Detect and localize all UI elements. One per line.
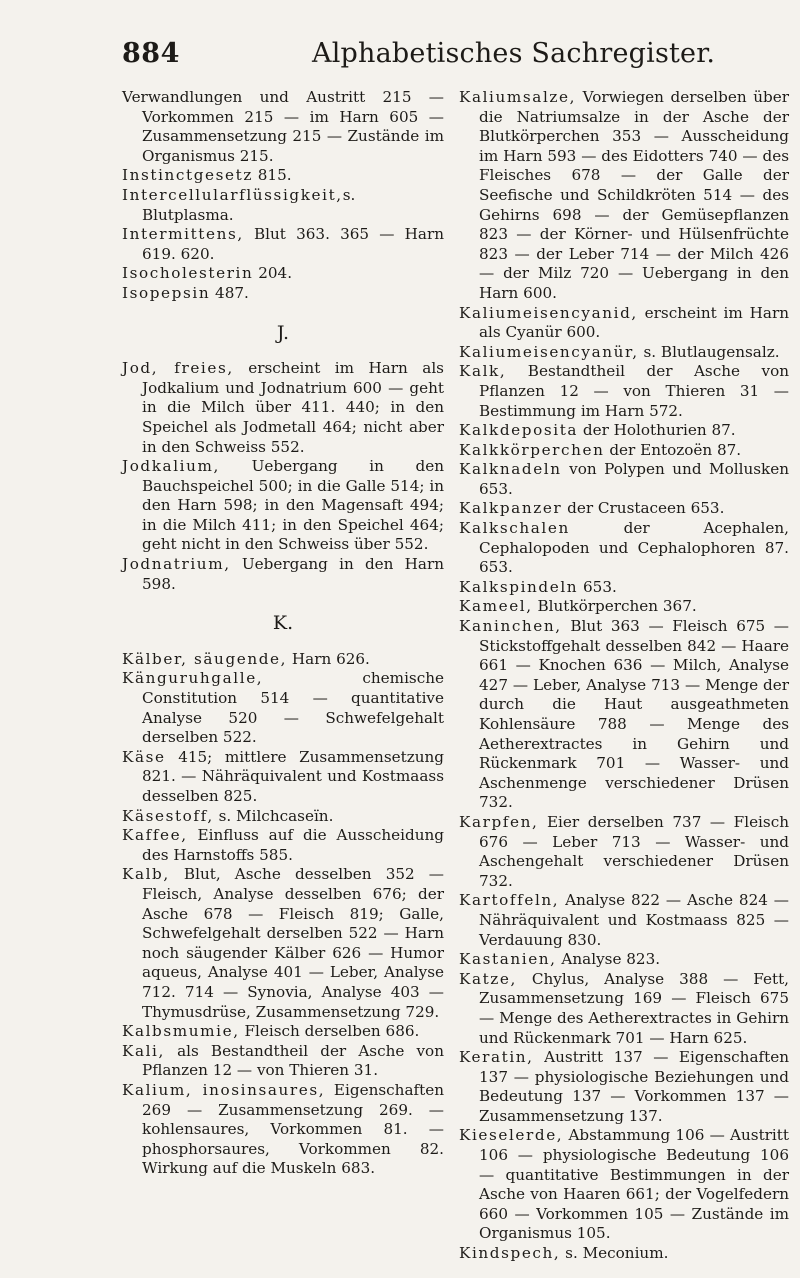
entry-term: Kalkpanzer — [459, 499, 563, 518]
entry-text: der Entozoën 87. — [604, 440, 742, 459]
index-entry — [459, 578, 789, 598]
entry-term: Käsestoff, — [122, 806, 214, 825]
index-entry — [122, 225, 444, 264]
index-entry — [122, 807, 444, 827]
entry-term: Kalbsmumie, — [122, 1022, 240, 1041]
entry-text: Uebergang in den Harn 598. — [142, 555, 444, 593]
index-entry — [459, 891, 789, 950]
index-entry — [122, 748, 444, 807]
index-entry — [122, 264, 444, 284]
entry-text: von Polypen und Mollusken 653. — [479, 460, 789, 498]
entry-term: Jodnatrium, — [122, 555, 231, 574]
entry-term: Katze, — [459, 969, 517, 988]
entry-term: Jod, freies, — [122, 359, 234, 378]
left-column — [122, 88, 444, 1179]
entry-text: Fleisch derselben 686. — [239, 1022, 420, 1041]
entry-text: Verwandlungen und Austritt 215 — Vorkommen 215 — im Harn 605 — Zusammensetzung 215 — Zustände im Organismus 215. — [122, 88, 444, 165]
entry-text: Blut, Asche desselben 352 — Fleisch, Analyse desselben 676; der Asche 678 — Fleisch 819; Galle, Schwefelgehalt derselben 522 — Harn noch säugender Kälber 626 — Humor aqueus, Analyse 401 — Leber, Analyse 712. 714 — Synovia, Analyse 403 — Thymusdrüse, Zusammensetzung 729. — [142, 865, 444, 1021]
entry-term: Kalium, inosinsaures, — [122, 1080, 326, 1099]
running-title: Alphabetisches Sachregister. — [312, 38, 716, 69]
index-entry — [459, 343, 789, 363]
entry-term: Känguruhgalle, — [122, 669, 264, 688]
index-entry — [122, 1081, 444, 1179]
entry-term: Kaninchen, — [459, 617, 562, 636]
index-entry — [459, 950, 789, 970]
entry-text: Eier derselben 737 — Fleisch 676 — Leber 713 — Wasser- und Aschengehalt verschiedener Drüsen 732. — [479, 812, 789, 890]
entry-term: Kaliumeisencyanid, — [459, 303, 638, 322]
entry-text: 653. — [578, 577, 617, 596]
index-entry — [122, 650, 444, 670]
index-entry — [459, 460, 789, 499]
entry-text: Blut 363. 365 — Harn 619. 620. — [142, 225, 444, 263]
entry-term: Isocholesterin — [122, 264, 254, 283]
entry-term: Kalb, — [122, 865, 170, 884]
index-entry — [122, 186, 444, 225]
page-header — [0, 38, 800, 78]
entry-term: Kaliumsalze, — [459, 88, 577, 106]
entry-term: Instinctgesetz — [122, 166, 253, 185]
index-entry — [459, 597, 789, 617]
index-entry — [122, 555, 444, 594]
index-entry — [459, 1244, 789, 1264]
entry-term: Kalkschalen — [459, 519, 570, 538]
index-entry — [122, 826, 444, 865]
index-entry — [459, 499, 789, 519]
entry-text: 415; mittlere Zusammensetzung 821. — Nähräquivalent und Kostmaass desselben 825. — [142, 747, 444, 805]
entry-term: Isopepsin — [122, 283, 211, 302]
entry-text: der Holothurien 87. — [578, 421, 736, 440]
index-entry — [122, 1022, 444, 1042]
entry-term: Intermittens, — [122, 225, 244, 244]
entry-text: 487. — [210, 283, 249, 302]
entry-term: Kalkdeposita — [459, 421, 579, 440]
index-entry — [459, 617, 789, 813]
entry-term: Keratin, — [459, 1048, 534, 1067]
entry-term: Käse — [122, 747, 166, 766]
index-entry — [459, 304, 789, 343]
index-entry — [122, 669, 444, 747]
entry-text: Chylus, Analyse 388 — Fett, Zusammensetzung 169 — Fleisch 675 — Menge des Aetherextractes in Gehirn und Rückenmark 701 — Harn 625. — [479, 969, 789, 1047]
entry-text: s. Blutlaugensalz. — [638, 342, 780, 361]
entry-text: Analyse 823. — [556, 950, 661, 969]
entry-text: s. Blutplasma. — [142, 185, 356, 224]
index-entry — [459, 1126, 789, 1244]
entry-term: Kartoffeln, — [459, 891, 560, 910]
entry-text: Blutkörperchen 367. — [532, 597, 697, 616]
entry-text: Vorwiegen derselben über die Natriumsalze in der Asche der Blutkörperchen 353 — Ausscheidung im Harn 593 — des Eidotters 740 — des Fleisches 678 — der Galle der Seefische und Schildkröten 514 — des Gehirns 698 — der Gemüsepflanzen 823 — der Körner- und Hülsenfrüchte 823 — der Leber 714 — der Milch 426 — der Milz 720 — Uebergang in den Harn 600. — [479, 88, 789, 302]
index-entry — [122, 1042, 444, 1081]
entry-term: Kali, — [122, 1041, 165, 1060]
entry-text: als Bestandtheil der Asche von Pflanzen 12 — von Thieren 31. — [142, 1041, 444, 1080]
index-entry — [459, 421, 789, 441]
entry-text: Harn 626. — [287, 649, 370, 668]
entry-term: Kalknadeln — [459, 460, 562, 479]
entry-term: Kalk, — [459, 362, 507, 381]
entry-text: s. Meconium. — [560, 1244, 669, 1263]
entry-term: Jodkalium, — [122, 457, 220, 476]
entry-term: Kalkkörperchen — [459, 440, 605, 459]
section-letter-k: K. — [272, 612, 294, 635]
entry-text: Uebergang in den Bauchspeichel 500; in die Galle 514; in den Harn 598; in den Magensaft 494; in die Milch 411; in den Speichel 464; geht nicht in den Schweiss über 552. — [142, 457, 444, 554]
index-entry — [122, 284, 444, 304]
index-entry — [122, 166, 444, 186]
index-entry — [459, 519, 789, 578]
index-entry — [122, 457, 444, 555]
entry-term: Kieselerde, — [459, 1126, 564, 1145]
entry-term: Kastanien, — [459, 950, 557, 969]
entry-term: Kameel, — [459, 597, 533, 616]
entry-text: erscheint im Harn als Cyanür 600. — [479, 303, 789, 342]
entry-text: der Crustaceen 653. — [562, 499, 725, 518]
entry-text: s. Milchcaseïn. — [213, 806, 334, 825]
index-entry — [459, 970, 789, 1048]
section-letter-j: J. — [276, 321, 290, 344]
entry-term: Kalkspindeln — [459, 577, 579, 596]
entry-text: 815. — [252, 166, 292, 185]
index-entry — [459, 88, 789, 304]
entry-text: Austritt 137 — Eigenschaften 137 — physiologische Beziehungen und Bedeutung 137 — Vorkommen 137 — Zusammensetzung 137. — [479, 1048, 789, 1125]
entry-text: 204. — [253, 264, 293, 283]
index-entry — [122, 88, 444, 166]
entry-term: Kindspech, — [459, 1244, 561, 1263]
index-entry — [122, 359, 444, 457]
entry-text: Abstammung 106 — Austritt 106 — physiologische Bedeutung 106 — quantitative Bestimmungen in der Asche von Haaren 661; der Vogelfedern 660 — Vorkommen 105 — Zustände im Organismus 105. — [479, 1126, 789, 1243]
right-column — [459, 88, 789, 1264]
entry-term: Intercellularflüssigkeit, — [122, 185, 343, 204]
entry-text: chemische Constitution 514 — quantitative Analyse 520 — Schwefelgehalt derselben 522. — [142, 669, 444, 747]
entry-text: Analyse 822 — Asche 824 — Nähräquivalent und Kostmaass 825 — Verdauung 830. — [479, 891, 789, 949]
page-number: 884 — [122, 38, 180, 69]
entry-text: Blut 363 — Fleisch 675 — Stickstoffgehalt desselben 842 — Haare 661 — Knochen 636 — Milch, Analyse 427 — Leber, Analyse 713 — Menge der durch die Haut ausgeathmeten Kohlensäure 788 — Menge des Aetherextractes in Gehirn und Rückenmark 701 — Wasser- und Aschenmenge verschiedener Drüsen 732. — [479, 617, 789, 812]
entry-text: der Acephalen, Cephalopoden und Cephalophoren 87. 653. — [479, 519, 789, 577]
entry-term: Kälber, säugende, — [122, 649, 288, 668]
entry-term: Kaliumeisencyanür, — [459, 342, 639, 361]
entry-text: Bestandtheil der Asche von Pflanzen 12 — von Thieren 31 — Bestimmung im Harn 572. — [479, 362, 789, 420]
entry-text: erscheint im Harn als Jodkalium und Jodnatrium 600 — geht in die Milch über 411. 440; in den Speichel als Jodmetall 464; nicht aber in den Schweiss 552. — [142, 359, 444, 456]
entry-term: Kaffee, — [122, 826, 188, 845]
entry-term: Karpfen, — [459, 812, 539, 831]
index-entry — [122, 865, 444, 1022]
entry-text: Eigenschaften 269 — Zusammensetzung 269. — kohlensaures, Vorkommen 81. — phosphorsaures, Vorkommen 82. Wirkung auf die Muskeln 683. — [142, 1080, 444, 1178]
index-entry — [459, 1048, 789, 1126]
index-entry — [459, 813, 789, 891]
entry-text: Einfluss auf die Ausscheidung des Harnstoffs 585. — [142, 826, 444, 864]
index-entry — [459, 362, 789, 421]
index-entry — [459, 441, 789, 461]
